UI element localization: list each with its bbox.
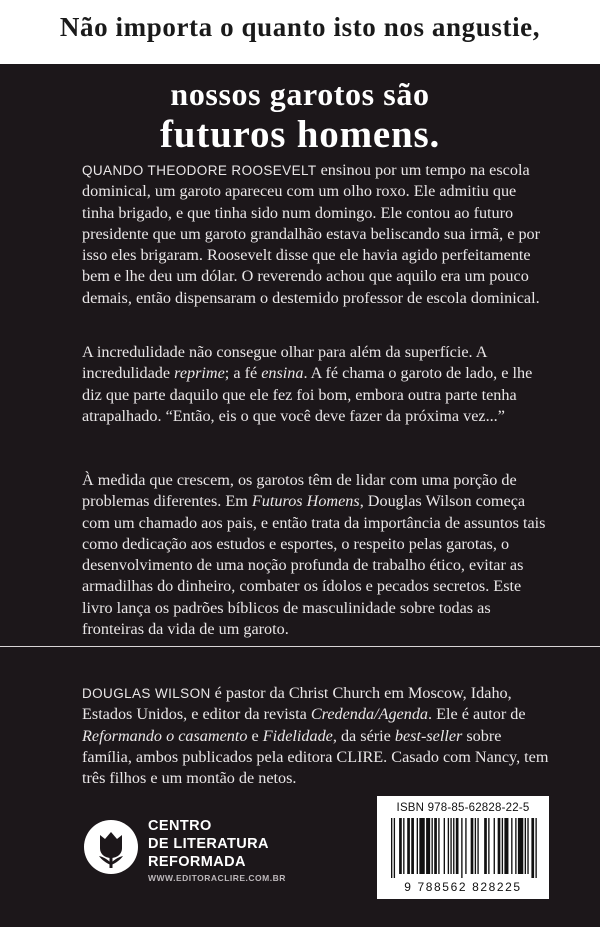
- barcode-bar: [444, 818, 445, 874]
- summary-book-title: Futuros Homens: [251, 492, 360, 511]
- headline-line-3: futuros homens.: [160, 113, 440, 156]
- faith-paragraph: [82, 342, 552, 427]
- barcode-bar: [426, 818, 430, 874]
- tulip-icon: [82, 818, 140, 876]
- publisher-line-3: REFORMADA: [148, 854, 246, 870]
- faith-text-b: ; a fé: [224, 364, 262, 383]
- faith-em-reprime: reprime: [174, 364, 225, 383]
- barcode-bar: [515, 818, 516, 874]
- barcode-bar: [477, 818, 478, 874]
- barcode-bar: [394, 818, 395, 878]
- barcode-bar: [391, 818, 392, 878]
- headline-line-2: nossos garotos são: [170, 76, 430, 112]
- barcode-bar: [525, 818, 526, 874]
- bio-text-e: sobre família, ambos publicados pela editora CLIRE. Casado com Nancy, tem três filhos e um montão de netos.: [82, 726, 549, 788]
- ean-digits: 9 788562 828225: [404, 880, 522, 894]
- barcode-bar: [453, 818, 454, 874]
- author-bio: [82, 683, 552, 789]
- barcode-bar: [419, 818, 424, 874]
- barcode-bar: [461, 818, 462, 878]
- publisher-line-1: CENTRO: [148, 818, 212, 834]
- bio-text-a: é pastor da Christ Church em Moscow, Idaho, Estados Unidos, e editor da revista: [82, 684, 512, 724]
- faith-text-a: A incredulidade não consegue olhar para além da superfície. A incredulidade: [82, 343, 487, 383]
- barcode-bar: [448, 818, 449, 874]
- barcode-bar: [407, 818, 410, 874]
- barcode-bar: [403, 818, 404, 874]
- book-summary-paragraph: [82, 470, 552, 640]
- barcode-box: [377, 796, 549, 899]
- barcode-bar: [475, 818, 476, 874]
- headline-line-1: Não importa o quanto isto nos angustie,: [59, 12, 541, 42]
- barcode-bar: [484, 818, 487, 874]
- barcode-bar: [518, 818, 523, 874]
- barcode-bar: [504, 818, 508, 874]
- isbn-label: ISBN 978-85-62828-22-5: [396, 802, 530, 814]
- barcode-bar: [450, 818, 451, 874]
- bio-magazine: Credenda/Agenda: [310, 705, 429, 724]
- barcode-bar: [488, 818, 489, 874]
- barcode-bars: [385, 818, 541, 878]
- barcode-bar: [494, 818, 495, 874]
- barcode-bar: [434, 818, 437, 874]
- barcode-bar: [531, 818, 534, 878]
- bio-text-b: . Ele é autor de: [428, 705, 526, 724]
- bio-text-c: e: [247, 726, 263, 745]
- faith-text-c: . A fé chama o garoto de lado, e lhe diz que parte daquilo que ele fez foi bom, embora outra parte tenha atrapalhado. “Então, eis o que você deve fazer da próxima vez...”: [82, 364, 533, 425]
- bio-text-d: , da série: [332, 726, 395, 745]
- barcode-bar: [432, 818, 433, 874]
- publisher-name: [148, 817, 269, 871]
- intro-lead: QUANDO THEODORE ROOSEVELT: [82, 163, 317, 178]
- publisher-line-2: DE LITERATURA: [148, 836, 269, 852]
- barcode-bar: [502, 818, 503, 874]
- summary-text-b: , Douglas Wilson começa com um chamado aos pais, e então trata da importância de assuntos tais como dedicação aos estudos e esportes, o respeito pelas garotas, o desenvolvimento de uma noção profunda de trabalho ético, evitar as armadilhas do dinheiro, combater os ídolos e pecados secretos. Este livro lança os padrões bíblicos de masculinidade sobre todas as fronteiras da vida de um garoto.: [82, 492, 546, 639]
- barcode-bar: [456, 818, 459, 874]
- barcode-bar: [471, 818, 474, 874]
- barcode-bar: [465, 818, 466, 874]
- author-name: DOUGLAS WILSON: [82, 686, 211, 701]
- barcode-bar: [498, 818, 501, 874]
- bio-book-2: Fidelidade: [262, 726, 333, 745]
- faith-em-ensina: ensina: [261, 364, 304, 383]
- barcode-bar: [535, 818, 536, 878]
- publisher-url: WWW.EDITORACLIRE.COM.BR: [148, 873, 286, 883]
- barcode-bar: [399, 818, 402, 874]
- barcode-bar: [438, 818, 439, 874]
- barcode-bar: [417, 818, 418, 874]
- section-divider: [0, 646, 600, 647]
- bio-bestseller: best-seller: [394, 726, 463, 745]
- barcode-bar: [511, 818, 512, 874]
- intro-text: ensinou por um tempo na escola dominical, um garoto apareceu com um olho roxo. Ele admitiu que tinha brigado, e que tinha sido num domingo. Ele contou ao futuro presidente que um garoto grandalhão estava beliscando sua irmã, e por isso eles brigaram. Roosevelt disse que ele havia agido perfeitamente bem e lhe deu um dólar. O reverendo achou que aquilo era um pouco demais, então dispensaram o destemido professor de escola dominical.: [82, 161, 541, 307]
- bio-book-1: Reformando o casamento: [82, 726, 248, 745]
- barcode-bar: [527, 818, 528, 874]
- summary-text-a: À medida que crescem, os garotos têm de lidar com uma porção de problemas diferentes. Em: [82, 471, 517, 511]
- barcode-bar: [411, 818, 414, 874]
- intro-paragraph: [82, 160, 552, 309]
